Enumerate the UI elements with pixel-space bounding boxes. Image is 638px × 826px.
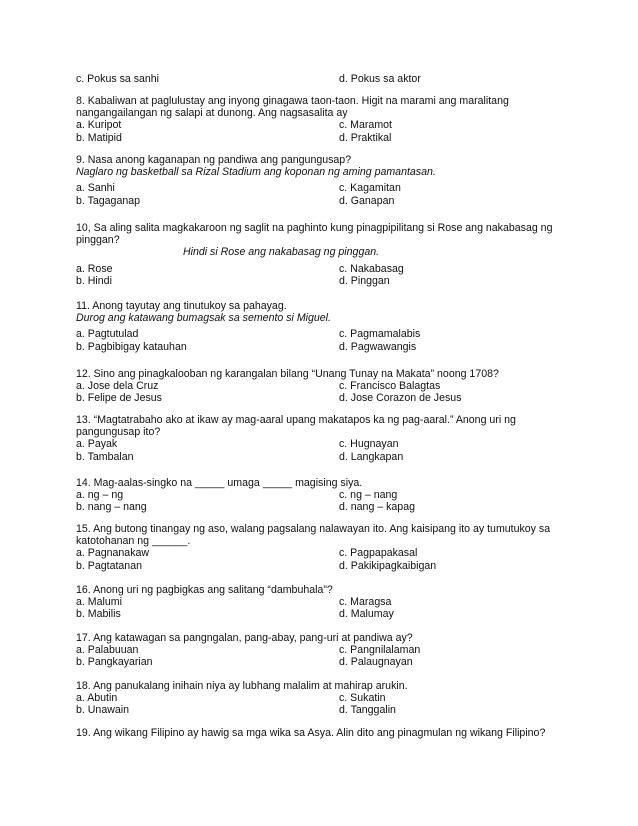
option-d: d. Praktikal — [339, 131, 392, 144]
question-10-stem: 10, Sa aling salita magkakaroon ng saglit na paghinto kung pinagpipilitang si Rose ang nakabasag ng pinggan? — [76, 222, 553, 247]
option-c: c. Pangnilalaman — [339, 644, 421, 657]
question-11-stem: 11. Anong tayutay ang tinutukoy sa pahayag. — [76, 300, 287, 312]
option-d: d. Palaugnayan — [339, 656, 413, 669]
option-c: c. Kagamitan — [339, 182, 401, 195]
option-d: d. Pinggan — [339, 274, 390, 287]
question-13-stem: 13. “Magtatrabaho ako at ikaw ay mag-aaral upang makatapos ka ng pag-aaral.” Anong uri ng pangungusap ito? — [76, 414, 516, 439]
option-row — [76, 451, 556, 463]
option-row — [76, 644, 556, 656]
option-a: a. Kuripot — [76, 119, 122, 132]
option-row — [76, 501, 556, 513]
question-7-options — [76, 73, 556, 85]
question-12 — [76, 368, 556, 405]
question-10-sentence: Hindi si Rose ang nakabasag ng pinggan. — [182, 246, 380, 259]
option-b: b. Tagaganap — [76, 194, 141, 207]
option-c: c. Pagmamalabis — [339, 328, 421, 341]
option-row — [76, 263, 556, 275]
question-16-stem: 16. Anong uri ng pagbigkas ang salitang “dambuhala”? — [76, 584, 333, 596]
option-c: c. Francisco Balagtas — [339, 380, 441, 393]
option-row — [76, 132, 556, 144]
option-c: c. Maragsa — [339, 596, 392, 609]
question-12-stem: 12. Sino ang pinagkalooban ng karangalan bilang “Unang Tunay na Makata” noong 1708? — [76, 368, 499, 380]
option-row — [76, 656, 556, 668]
option-b: b. Felipe de Jesus — [76, 392, 162, 405]
option-row — [76, 328, 556, 340]
option-row — [76, 392, 556, 404]
option-b: b. Unawain — [76, 704, 129, 717]
option-row — [76, 560, 556, 572]
option-b: b. Matipid — [76, 131, 122, 144]
option-d: d. Pakikipagkaibigan — [339, 559, 437, 572]
option-a: a. Jose dela Cruz — [76, 380, 159, 393]
question-18-stem: 18. Ang panukalang inihain niya ay lubhang malalim at mahirap arukin. — [76, 680, 408, 692]
option-c: c. Pokus sa sanhi — [76, 73, 160, 85]
option-c: c. Maramot — [339, 119, 392, 132]
option-c: c. Sukatin — [339, 692, 386, 705]
option-a: a. Pagtutulad — [76, 328, 139, 341]
option-d: d. Jose Corazon de Jesus — [339, 392, 462, 405]
question-8 — [76, 95, 556, 144]
option-b: b. Tambalan — [76, 450, 134, 463]
option-row — [76, 119, 556, 131]
option-a: a. Rose — [76, 262, 113, 275]
option-row — [76, 341, 556, 353]
question-17-stem: 17. Ang katawagan sa pangngalan, pang-abay, pang-uri at pandiwa ay? — [76, 632, 413, 644]
option-c: c. Hugnayan — [339, 438, 399, 451]
option-row — [76, 182, 556, 194]
question-19-stem: 19. Ang wikang Filipino ay hawig sa mga wika sa Asya. Alin dito ang pinagmulan ng wikang Filipino? — [76, 727, 546, 739]
question-17 — [76, 632, 556, 669]
option-d: d. Ganapan — [339, 194, 395, 207]
option-row — [76, 275, 556, 287]
option-b: b. Pangkayarian — [76, 656, 153, 669]
question-11-sentence: Durog ang katawang bumagsak sa semento si Miguel. — [76, 312, 331, 325]
option-row — [76, 608, 556, 620]
option-a: a. ng – ng — [76, 489, 124, 502]
question-18 — [76, 680, 556, 717]
option-row — [76, 489, 556, 501]
option-a: a. Payak — [76, 438, 118, 451]
option-d: d. Pagwawangis — [339, 340, 417, 353]
option-row — [76, 547, 556, 559]
question-9 — [76, 154, 556, 207]
option-a: a. Palabuuan — [76, 644, 139, 657]
question-9-sentence: Naglaro ng basketball sa Rizal Stadium ang koponan ng aming pamantasan. — [76, 166, 436, 179]
question-19 — [76, 727, 556, 739]
option-row — [76, 380, 556, 392]
option-d: d. Tanggalin — [339, 704, 396, 717]
question-15 — [76, 523, 556, 572]
option-d: d. nang – kapag — [339, 501, 415, 514]
option-row — [76, 73, 556, 85]
question-8-stem: 8. Kabaliwan at paglulustay ang inyong ginagawa taon-taon. Higit na marami ang maralitang nangangailangan ng salapi at dunong. Ang nagsasalita ay — [76, 95, 509, 120]
question-10 — [76, 222, 556, 287]
option-row — [76, 704, 556, 716]
option-c: c. ng – nang — [339, 489, 398, 502]
option-a: a. Sanhi — [76, 182, 115, 195]
question-9-stem: 9. Nasa anong kaganapan ng pandiwa ang pangungusap? — [76, 154, 352, 166]
option-b: b. Mabilis — [76, 608, 121, 621]
question-11 — [76, 300, 556, 353]
question-15-stem: 15. Ang butong tinangay ng aso, walang pagsalang nalawayan ito. Ang kaisipang ito ay tumutukoy sa katotohanan ng ______. — [76, 523, 551, 548]
option-b: b. Hindi — [76, 274, 112, 287]
option-d: d. Malumay — [339, 608, 394, 621]
question-14 — [76, 477, 556, 514]
option-b: b. Pagtatanan — [76, 559, 142, 572]
option-row — [76, 195, 556, 207]
option-c: c. Pagpapakasal — [339, 547, 418, 560]
option-b: b. nang – nang — [76, 501, 147, 514]
question-16 — [76, 584, 556, 621]
option-d: d. Langkapan — [339, 450, 404, 463]
option-row — [76, 596, 556, 608]
option-row — [76, 692, 556, 704]
option-a: a. Pagnanakaw — [76, 547, 150, 560]
option-c: c. Nakabasag — [339, 262, 404, 275]
option-b: b. Pagbibigay katauhan — [76, 340, 187, 353]
option-a: a. Abutin — [76, 692, 118, 705]
option-a: a. Malumi — [76, 596, 122, 609]
question-13 — [76, 414, 556, 463]
question-14-stem: 14. Mag-aalas-singko na _____ umaga _____ magising siya. — [76, 477, 363, 489]
option-d: d. Pokus sa aktor — [339, 73, 421, 85]
option-row — [76, 438, 556, 450]
